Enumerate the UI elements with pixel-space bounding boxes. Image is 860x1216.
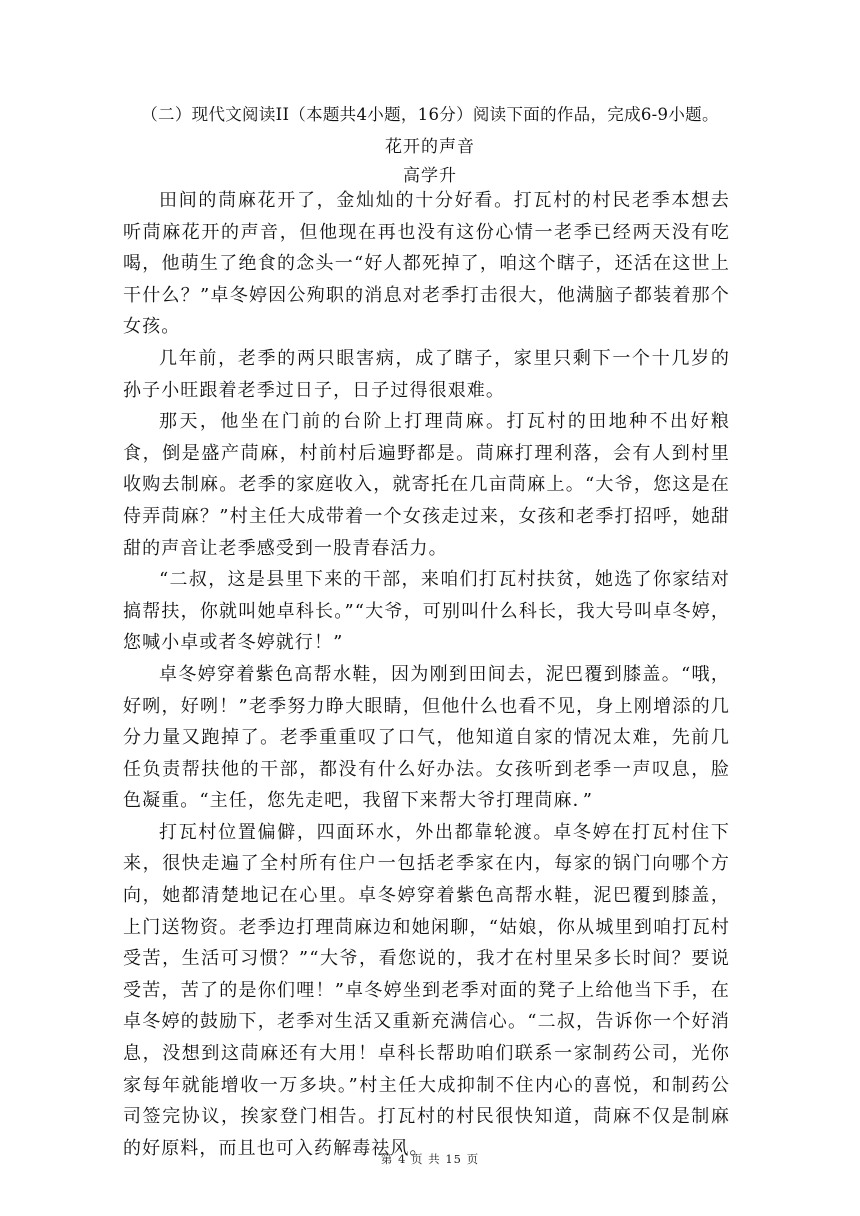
paragraph: 卓冬婷穿着紫色高帮水鞋，因为刚到田间去，泥巴覆到膝盖。“哦，好咧，好咧！”老季努力睁大眼睛，但他什么也看不见，身上刚增添的几分力量又跑掉了。老季重重叹了口气，他知道自家的情况太难，先前几任负责帮扶他的干部，都没有什么好办法。女孩听到老季一声叹息，脸色凝重。“主任，您先走吧，我留下来帮大爷打理茼麻．” (123, 663, 730, 812)
paragraph: 几年前，老季的两只眼害病，成了瞎子，家里只剩下一个十几岁的孙子小旺跟着老季过日子，日子过得很艰难。 (123, 347, 730, 401)
article-author: 高学升 (403, 166, 457, 186)
paragraph: 田间的茼麻花开了，金灿灿的十分好看。打瓦村的村民老季本想去听茼麻花开的声音，但他现在再也没有这份心情一老季已经两天没有吃喝，他萌生了绝食的念头一“好人都死掉了，咱这个瞎子，还活在这世上干什么？”卓冬婷因公殉职的消息对老季打击很大，他满脑子都装着那个女孩。 (123, 190, 730, 338)
paragraph: 那天，他坐在门前的台阶上打理茼麻。打瓦村的田地种不出好粮食，倒是盛产茼麻，村前村后遍野都是。茼麻打理利落，会有人到村里收购去制麻。老季的家庭收入，就寄托在几亩茼麻上。“大爷，您这是在侍弄茼麻？”村主任大成带着一个女孩走过来，女孩和老季打招呼，她甜甜的声音让老季感受到一股青春活力。 (123, 411, 730, 559)
paragraph: “二叔，这是县里下来的干部，来咱们打瓦村扶贫，她选了你家结对搞帮扶，你就叫她卓科长。”“大爷，可别叫什么科长，我大号叫卓冬婷，您喊小卓或者冬婷就行！” (123, 569, 730, 654)
section-heading: （二）现代文阅读II（本题共4小题，16分）阅读下面的作品，完成6-9小题。 (141, 105, 719, 124)
article-title: 花开的声音 (385, 137, 475, 157)
article-body (123, 185, 730, 1164)
page-number-footer: 第 4 页 共 15 页 (380, 1152, 480, 1166)
paragraph: 打瓦村位置偏僻，四面环水，外出都靠轮渡。卓冬婷在打瓦村住下来，很快走遍了全村所有住户一包括老季家在内，每家的锅门向哪个方向，她都清楚地记在心里。卓冬婷穿着紫色高帮水鞋，泥巴覆到膝盖，上门送物资。老季边打理茼麻边和她闲聊，“姑娘，你从城里到咱打瓦村受苦，生活可习惯？”“大爷，看您说的，我才在村里呆多长时间？要说受苦，苦了的是你们哩！”卓冬婷坐到老季对面的凳子上给他当下手，在卓冬婷的鼓励下，老季对生活又重新充满信心。“二叔，告诉你一个好消息，没想到这茼麻还有大用！卓科长帮助咱们联系一家制药公司，光你家每年就能增收一万多块。”村主任大成抑制不住内心的喜悦，和制药公司签完协议，挨家登门相告。打瓦村的村民很快知道，茼麻不仅是制麻的好原料，而且也可入药解毒祛风。 (123, 821, 730, 1159)
